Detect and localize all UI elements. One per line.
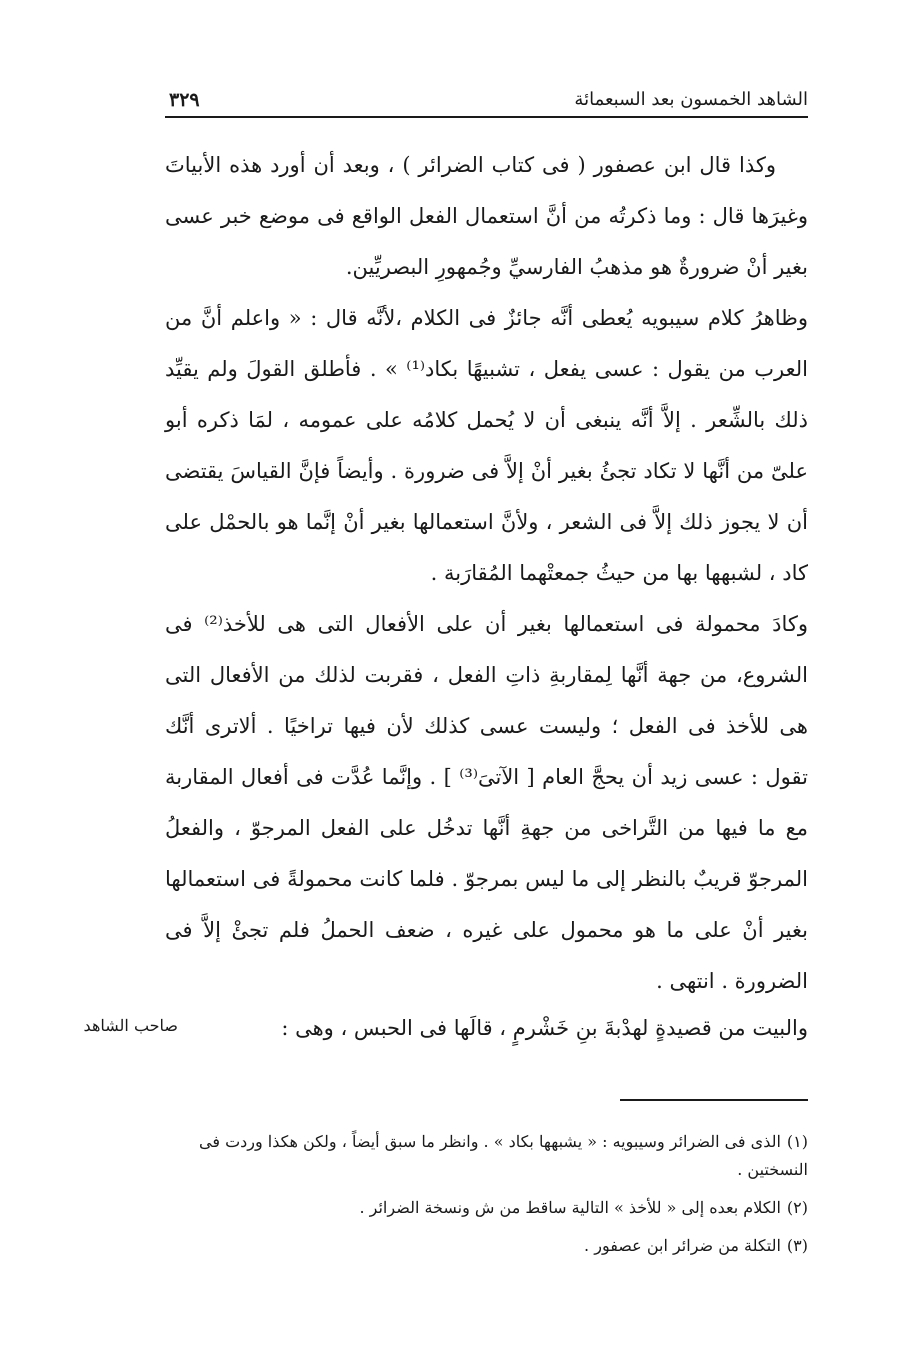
- paragraph: وكذا قال ابن عصفور ( فى كتاب الضرائر ) ، وبعد أن أورد هذه الأبياتَ وغيرَها قال : وما ذكرتُه من أنَّ استعمال الفعل الواقع فى موضع خبر عسى بغير أنْ ضرورةٌ هو مذهبُ الفارسيِّ وجُمهورِ البصريِّين.: [165, 153, 808, 279]
- main-text: [165, 140, 808, 1007]
- paragraph: وكادَ محمولة فى استعمالها بغير أن على الأفعال التى هى للأخذ⁽²⁾ فى الشروع، من جهة أنَّها لِمقاربةِ ذاتِ الفعل ، فقربت لذلك من الأفعال التى هى للأخذ فى الفعل ؛ وليست عسى كذلك لأن فيها تراخيًا . ألاترى أنَّك تقول : عسى زيد أن يحجَّ العام [ الآتىَ⁽³⁾ ] . وإنَّما عُدَّت فى أفعال المقاربة مع ما فيها من التَّراخى من جهةِ أنَّها تدخُل على الفعل المرجوّ ، والفعلُ المرجوّ قريبٌ بالنظر إلى ما ليس بمرجوّ . فلما كانت محمولةً فى استعمالها بغير أنْ على ما هو محمول على غيره ، ضعف الحملُ فلم تجئْ إلاَّ فى الضرورة . انتهى .: [165, 612, 808, 993]
- paragraph: وظاهرُ كلام سيبويه يُعطى أنَّه جائزٌ فى الكلام ،لأنَّه قال : « واعلم أنَّ من العرب من يقول : عسى يفعل ، تشبيهًا بكاد⁽¹⁾ » . فأطلق القولَ ولم يقيِّد ذلك بالشِّعر . إلاَّ أنَّه ينبغى أن لا يُحمل كلامُه على عمومه ، لمَا ذكره أبو علىّ من أنَّها لا تكاد تجئُ بغير أنْ إلاَّ فى ضرورة . وأيضاً فإنَّ القياسَ يقتضى أن لا يجوز ذلك إلاَّ فى الشعر ، ولأنَّ استعمالها بغير أنْ إنَّما هو بالحمْل على كاد ، لشبهها بها من حيثُ جمعتْهما المُقارَبة .: [165, 306, 809, 585]
- page-number: ٣٢٩: [169, 89, 200, 111]
- margin-note: صاحب الشاهد: [83, 1016, 178, 1035]
- running-title: الشاهد الخمسون بعد السبعمائة: [574, 89, 808, 110]
- footnote: [165, 1128, 808, 1184]
- footnote-text: الكلام بعده إلى « للأخذ » التالية ساقط من ش ونسخة الضرائر .: [359, 1198, 781, 1217]
- footnote: [165, 1232, 808, 1260]
- footnote: [165, 1194, 808, 1222]
- footnote-number: (٣): [786, 1236, 808, 1255]
- footnote-text: التكلة من ضرائر ابن عصفور .: [584, 1236, 781, 1255]
- footnote-divider: [620, 1099, 808, 1101]
- footnote-number: (٢): [786, 1198, 808, 1217]
- poem-intro: والبيت من قصيدةٍ لهدْبةَ بنِ خَشْرمٍ ، قالَها فى الحبس ، وهى :: [281, 1016, 808, 1040]
- running-header: [165, 86, 808, 118]
- footnote-text: الذى فى الضرائر وسيبويه : « يشبهها بكاد » . وانظر ما سبق أيضاً ، ولكن هكذا وردت فى النسختين .: [199, 1132, 808, 1179]
- footnote-number: (١): [786, 1132, 808, 1151]
- footnotes: [165, 1128, 808, 1270]
